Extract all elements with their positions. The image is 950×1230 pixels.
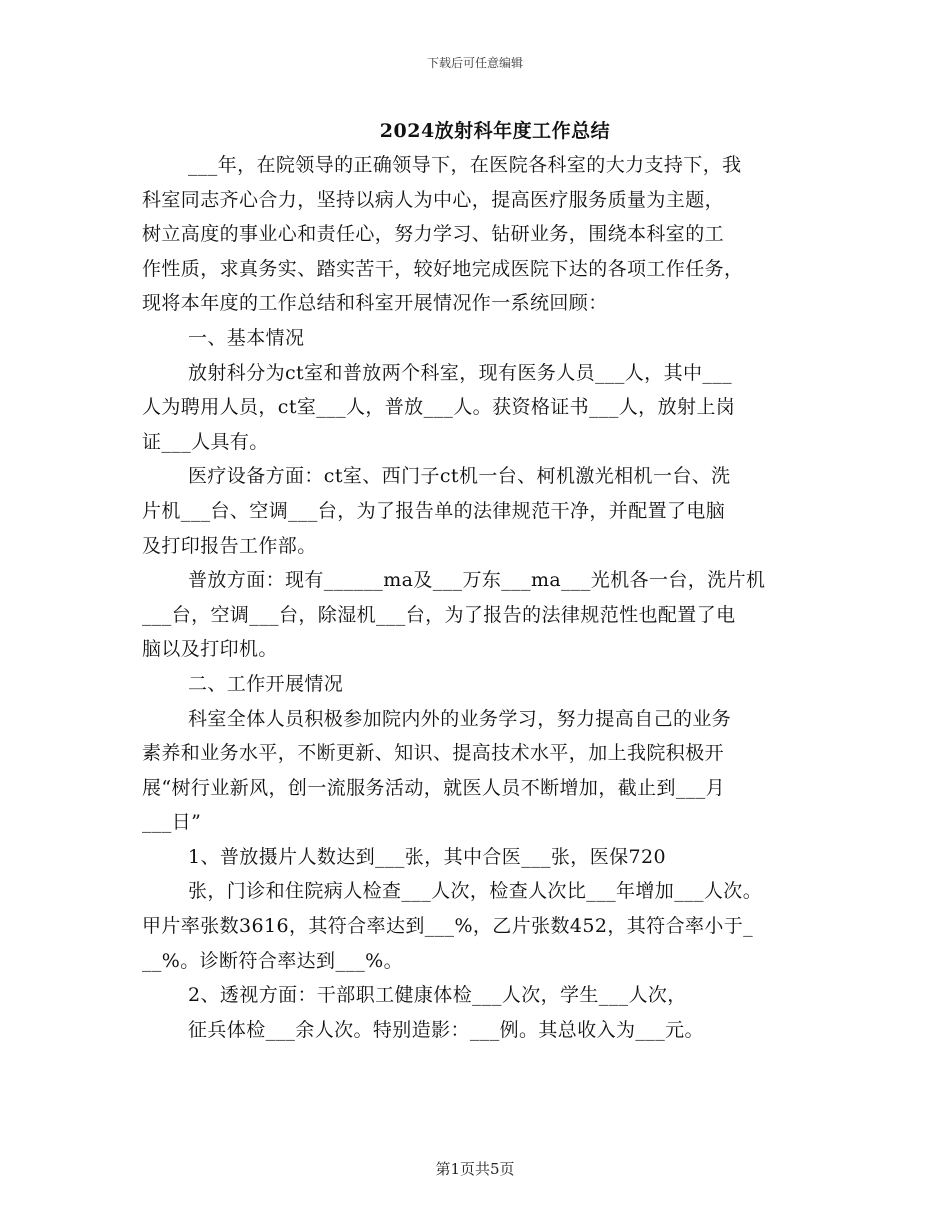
body-line: 科室全体人员积极参加院内外的业务学习，努力提高自己的业务 xyxy=(188,707,732,730)
body-line: 张，门诊和住院病人检查___人次，检查人次比___年增加___人次。 xyxy=(188,880,763,903)
document-title: 2024放射科年度工作总结 xyxy=(379,120,611,142)
body-line: 证___人具有。 xyxy=(142,430,269,453)
section-heading: 一、基本情况 xyxy=(188,326,305,349)
body-line: 科室同志齐心合力，坚持以病人为中心，提高医疗服务质量为主题， xyxy=(142,188,725,211)
body-line: __%。诊断符合率达到___%。 xyxy=(142,949,404,972)
body-line: 放射科分为ct室和普放两个科室，现有医务人员___人，其中___ xyxy=(188,361,733,384)
body-line: 素养和业务水平，不断更新、知识、提高技术水平，加上我院积极开 xyxy=(142,742,725,765)
body-line: 甲片率张数3616，其符合率达到___%，乙片张数452，其符合率小于_ xyxy=(142,915,754,938)
body-line: 普放方面：现有______ma及___万东___ma___光机各一台，洗片机 xyxy=(188,569,766,592)
section-heading: 二、工作开展情况 xyxy=(188,672,344,695)
body-line: 脑以及打印机。 xyxy=(142,638,278,661)
body-line: 片机___台、空调___台，为了报告单的法律规范干净，并配置了电脑 xyxy=(142,499,726,522)
body-line: 人为聘用人员，ct室___人，普放___人。获资格证书___人，放射上岗 xyxy=(142,396,736,419)
body-line: ___台，空调___台，除湿机___台，为了报告的法律规范性也配置了电 xyxy=(142,603,736,626)
body-line: 作性质，求真务实、踏实苦干，较好地完成医院下达的各项工作任务， xyxy=(142,257,744,280)
document-body xyxy=(142,148,812,1047)
body-line: 医疗设备方面：ct室、西门子ct机一台、柯机激光相机一台、洗 xyxy=(188,465,731,488)
body-line: ___日” xyxy=(142,811,202,834)
body-line: 2、透视方面：干部职工健康体检___人次，学生___人次， xyxy=(188,984,687,1007)
body-line: 1、普放摄片人数达到___张，其中合医___张，医保720 xyxy=(188,845,666,868)
body-line: ___年，在院领导的正确领导下，在医院各科室的大力支持下，我 xyxy=(188,154,742,176)
body-line: 展“树行业新风，创一流服务活动，就医人员不断增加，截止到___月 xyxy=(142,776,726,799)
body-line: 及打印报告工作部。 xyxy=(142,534,317,557)
body-line: 现将本年度的工作总结和科室开展情况作一系统回顾： xyxy=(142,292,608,315)
header-note: 下载后可任意编辑 xyxy=(426,56,523,70)
body-line: 树立高度的事业心和责任心，努力学习、钻研业务，围绕本科室的工 xyxy=(142,223,725,246)
body-line: 征兵体检___余人次。特别造影：___例。其总收入为___元。 xyxy=(188,1018,704,1041)
page-footer: 第1页共5页 xyxy=(435,1160,515,1178)
